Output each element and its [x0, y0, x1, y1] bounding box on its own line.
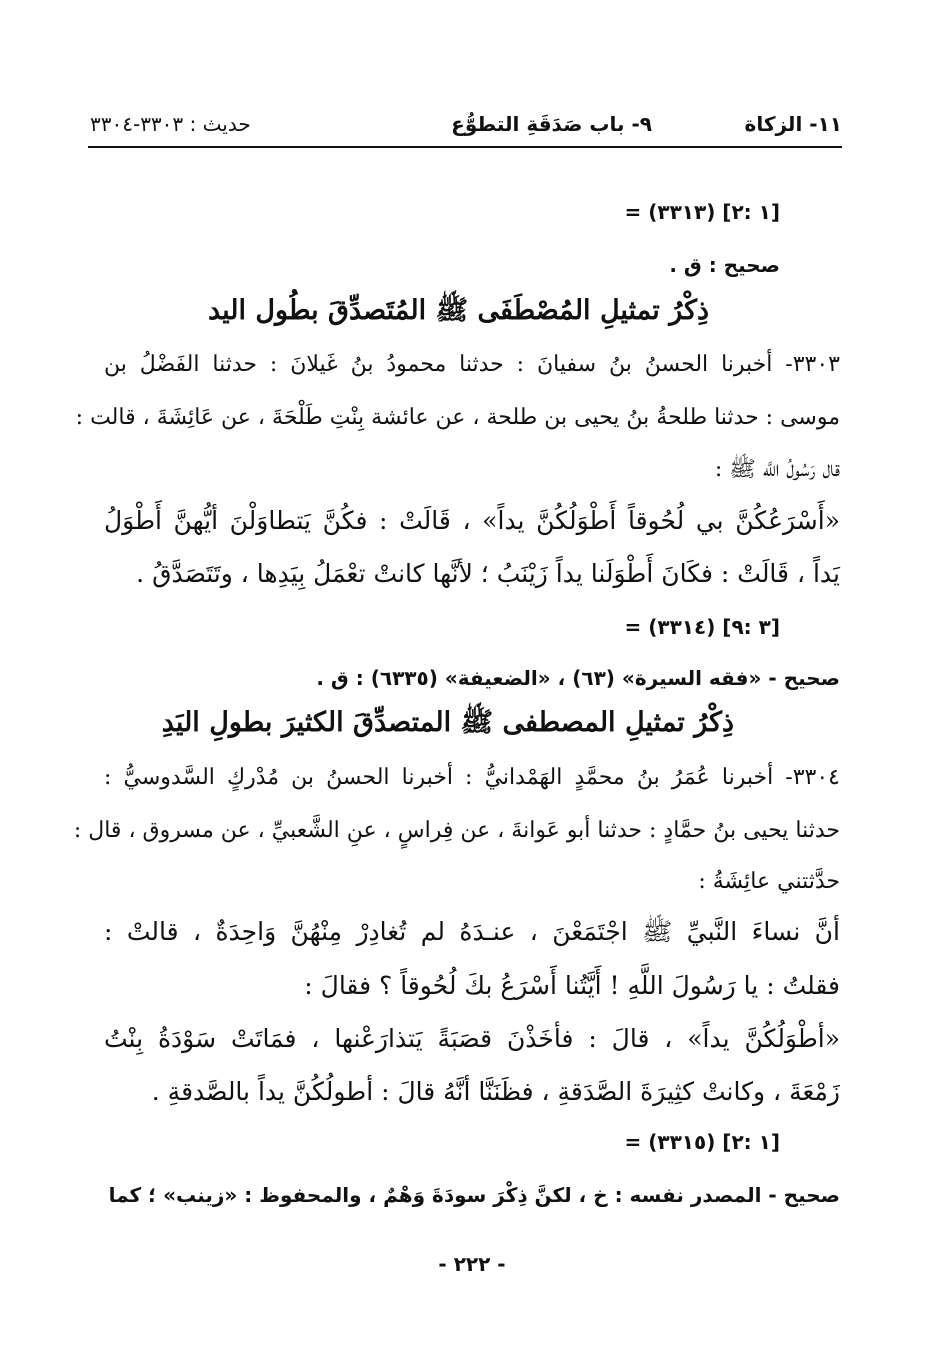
running-header — [90, 104, 842, 144]
header-divider — [88, 146, 842, 148]
cross-reference-3314: = (٣٣١٤) [٣ :٩] — [624, 615, 780, 639]
hadith-text-line: «أَسْرَعُكُنَّ بي لُحُوقاً أَطْوَلُكُنَّ يداً» ، قَالَتْ : فكُنَّ يَتطاوَلْنَ أيُّهنَّ أَطْوَلُ — [104, 506, 840, 535]
header-chapter-title: ٩- باب صَدَقَةِ التطوُّع — [451, 112, 652, 136]
grade-note: صحيح : ق . — [669, 253, 780, 277]
grade-note: صحيح - «فقه السيرة» (٦٣) ، «الضعيفة» (٦٣٣٥) : ق . — [316, 666, 840, 690]
hadith-text-line: «أطْوَلُكُنَّ يداً» ، قالَ : فأخَذْنَ قصَبَةً يَتذارَعْنها ، فمَاتَتْ سَوْدَةُ بِنْتُ — [104, 1024, 840, 1053]
header-hadith-range: حديث : ٣٣٠٣-٣٣٠٤ — [90, 112, 251, 136]
hadith-text-line: أنَّ نساءَ النَّبيِّ ﷺ اجْتَمَعْنَ ، عنـدَهُ لم تُغادِرْ مِنْهُنَّ وَاحِدَةٌ ، قالتْ : — [104, 917, 840, 946]
section-heading: ذِكْرُ تمثيلِ المصطفى ﷺ المتصدِّقَ الكثيرَ بطولِ اليَدِ — [161, 707, 734, 738]
hadith-text-line: يَداً ، قَالَتْ : فكَانَ أَطْوَلَنا يداً زَيْنَبُ ؛ لأنَّها كانتْ تعْمَلُ بِيَدِها ، وتَتَصَدَّقُ . — [136, 559, 840, 588]
hadith-isnad-line: موسى : حدثنا طلحةُ بنُ يحيى بن طلحة ، عن عائشة بِنْتِ طَلْحَةَ ، عن عَائِشَةَ ، قالت : — [75, 405, 840, 430]
hadith-isnad-line: حدثنا يحيى بنُ حمَّادٍ : حدثنا أبو عَوانةَ ، عن فِراسٍ ، عنِ الشَّعبيِّ ، عن مسروق ، قال : — [73, 818, 840, 843]
cross-reference-3313: = (٣٣١٣) [١ :٢] — [624, 200, 780, 224]
hadith-text-line: زَمْعَةَ ، وكانتْ كثِيرَةَ الصَّدَقةِ ، فظَنَنَّا أنَّهُ قالَ : أطولُكُنَّ يداً بالصَّدقةِ . — [151, 1077, 840, 1106]
hadith-text-line: فقلتُ : يا رَسُولَ اللَّهِ ! أَيَّتُنا أَسْرَعُ بكَ لُحُوقاً ؟ فقالَ : — [304, 971, 840, 1000]
page-number: - ٢٢٢ - — [438, 1252, 506, 1276]
cross-reference-3315: = (٣٣١٥) [١ :٢] — [624, 1130, 780, 1154]
hadith-isnad-line: ٣٣٠٣- أخبرنا الحسنُ بنُ سفيانَ : حدثنا محمودُ بنُ غَيلانَ : حدثنا الفَضْلُ بن — [104, 352, 840, 377]
header-book-title: ١١- الزكاة — [744, 112, 842, 136]
grade-note: صحيح - المصدر نفسه : خ ، لكنَّ ذِكْرَ سودَةَ وَهْمٌ ، والمحفوظ : «زينب» ؛ كما — [108, 1183, 840, 1207]
section-heading: ذِكْرُ تمثيلِ المُصْطَفَى ﷺ المُتَصدِّقَ بطُول اليد — [207, 295, 709, 326]
hadith-isnad-line: حدَّثتني عائِشَةُ : — [698, 869, 840, 894]
hadith-isnad-line: قال رَسُولُ اللَّه ﷺ : — [714, 457, 840, 482]
hadith-isnad-line: ٣٣٠٤- أخبرنا عُمَرُ بنُ محمَّدٍ الهَمْدانيُّ : أخبرنا الحسنُ بن مُدْركٍ السَّدوسيُّ : — [104, 765, 840, 790]
